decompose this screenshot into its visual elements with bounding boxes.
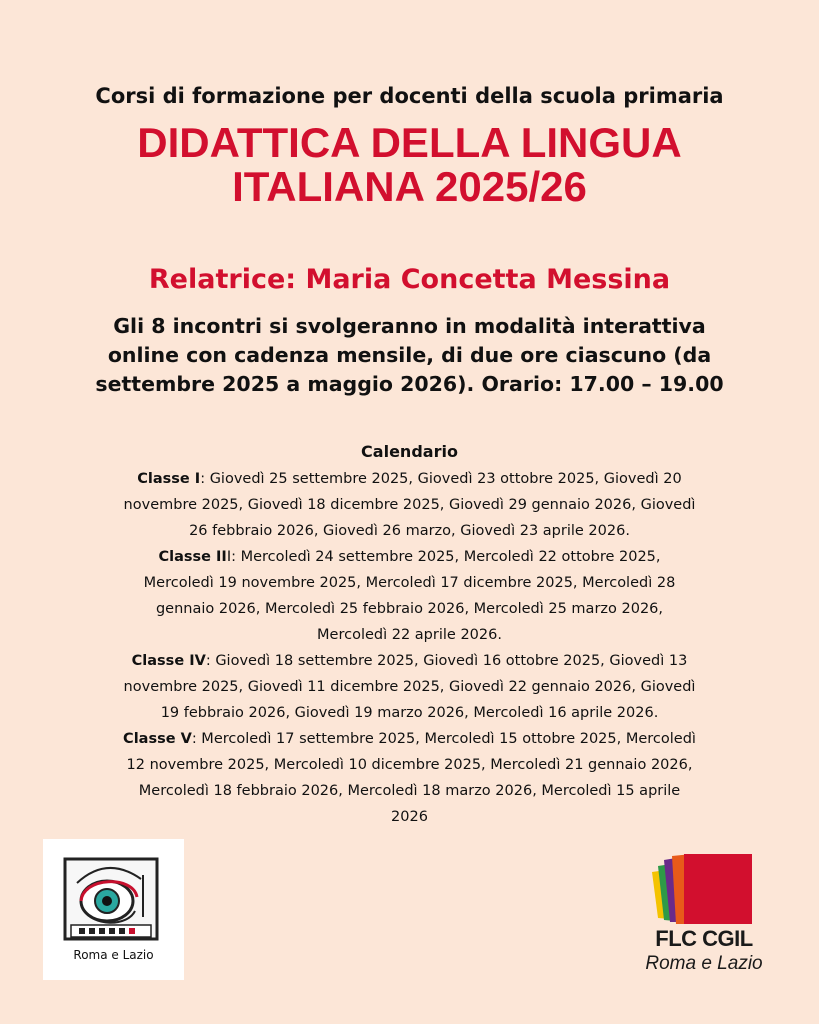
calendar-line: gennaio 2026, Mercoledì 25 febbraio 2026, Mercoledì 25 marzo 2026, <box>155 601 664 617</box>
calendar-dates: : Mercoledì 17 settembre 2025, Mercoledì 15 ottobre 2025, Mercoledì <box>191 731 696 747</box>
calendar-line: 19 febbraio 2026, Giovedì 19 marzo 2026, Mercoledì 16 aprile 2026. <box>160 705 659 721</box>
course-title-line: ITALIANA 2025/26 <box>232 163 587 210</box>
calendar-line: 2026 <box>391 809 428 825</box>
calendar-line: novembre 2025, Giovedì 11 dicembre 2025, Giovedì 22 gennaio 2026, Giovedì <box>123 679 696 695</box>
calendar-line: 26 febbraio 2026, Giovedì 26 marzo, Giovedì 23 aprile 2026. <box>189 523 630 539</box>
proteo-fare-sapere-logo <box>43 839 184 980</box>
calendar-line <box>40 648 779 674</box>
calendar-line: novembre 2025, Giovedì 18 dicembre 2025, Giovedì 29 gennaio 2026, Giovedì <box>123 497 696 513</box>
calendar-line <box>40 544 779 570</box>
description-line: Gli 8 incontri si svolgeranno in modalità interattiva <box>113 314 706 338</box>
flc-cgil-region: Roma e Lazio <box>645 953 763 974</box>
course-title <box>0 121 819 209</box>
calendar <box>40 466 779 830</box>
course-description <box>40 312 779 399</box>
flc-cgil-logo <box>640 852 780 982</box>
course-subtitle: Corsi di formazione per docenti della scuola primaria <box>95 84 724 108</box>
calendar-class-label: Classe IV <box>131 653 206 669</box>
calendar-line: Mercoledì 22 aprile 2026. <box>317 627 502 643</box>
calendar-heading: Calendario <box>361 442 458 461</box>
description-line: online con cadenza mensile, di due ore ciascuno (da <box>107 343 712 367</box>
calendar-entry-classe-iii <box>40 544 779 648</box>
course-title-line: DIDATTICA DELLA LINGUA <box>137 119 682 166</box>
calendar-dates: : Giovedì 18 settembre 2025, Giovedì 16 ottobre 2025, Giovedì 13 <box>205 653 688 669</box>
flc-cgil-flag-icon <box>640 852 754 924</box>
calendar-dates: I: Mercoledì 24 settembre 2025, Mercoledì 22 ottobre 2025, <box>226 549 661 565</box>
calendar-line <box>40 466 779 492</box>
calendar-dates: : Giovedì 25 settembre 2025, Giovedì 23 ottobre 2025, Giovedì 20 <box>200 471 682 487</box>
calendar-class-label: Classe II <box>158 549 227 565</box>
calendar-class-label: Classe V <box>123 731 192 747</box>
speaker-name: Relatrice: Maria Concetta Messina <box>148 264 671 295</box>
description-line: settembre 2025 a maggio 2026). Orario: 17.00 – 19.00 <box>95 372 724 396</box>
calendar-line: Mercoledì 19 novembre 2025, Mercoledì 17 dicembre 2025, Mercoledì 28 <box>143 575 676 591</box>
proteo-logo-caption: Roma e Lazio <box>73 948 154 962</box>
calendar-line <box>40 726 779 752</box>
calendar-entry-classe-i <box>40 466 779 544</box>
calendar-line: 12 novembre 2025, Mercoledì 10 dicembre 2025, Mercoledì 21 gennaio 2026, <box>126 757 693 773</box>
proteo-logo-icon <box>63 857 163 945</box>
calendar-entry-classe-v <box>40 726 779 830</box>
calendar-class-label: Classe I <box>137 471 201 487</box>
calendar-line: Mercoledì 18 febbraio 2026, Mercoledì 18 marzo 2026, Mercoledì 15 aprile <box>138 783 681 799</box>
calendar-entry-classe-iv <box>40 648 779 726</box>
flc-cgil-brand: FLC CGIL <box>655 926 753 951</box>
